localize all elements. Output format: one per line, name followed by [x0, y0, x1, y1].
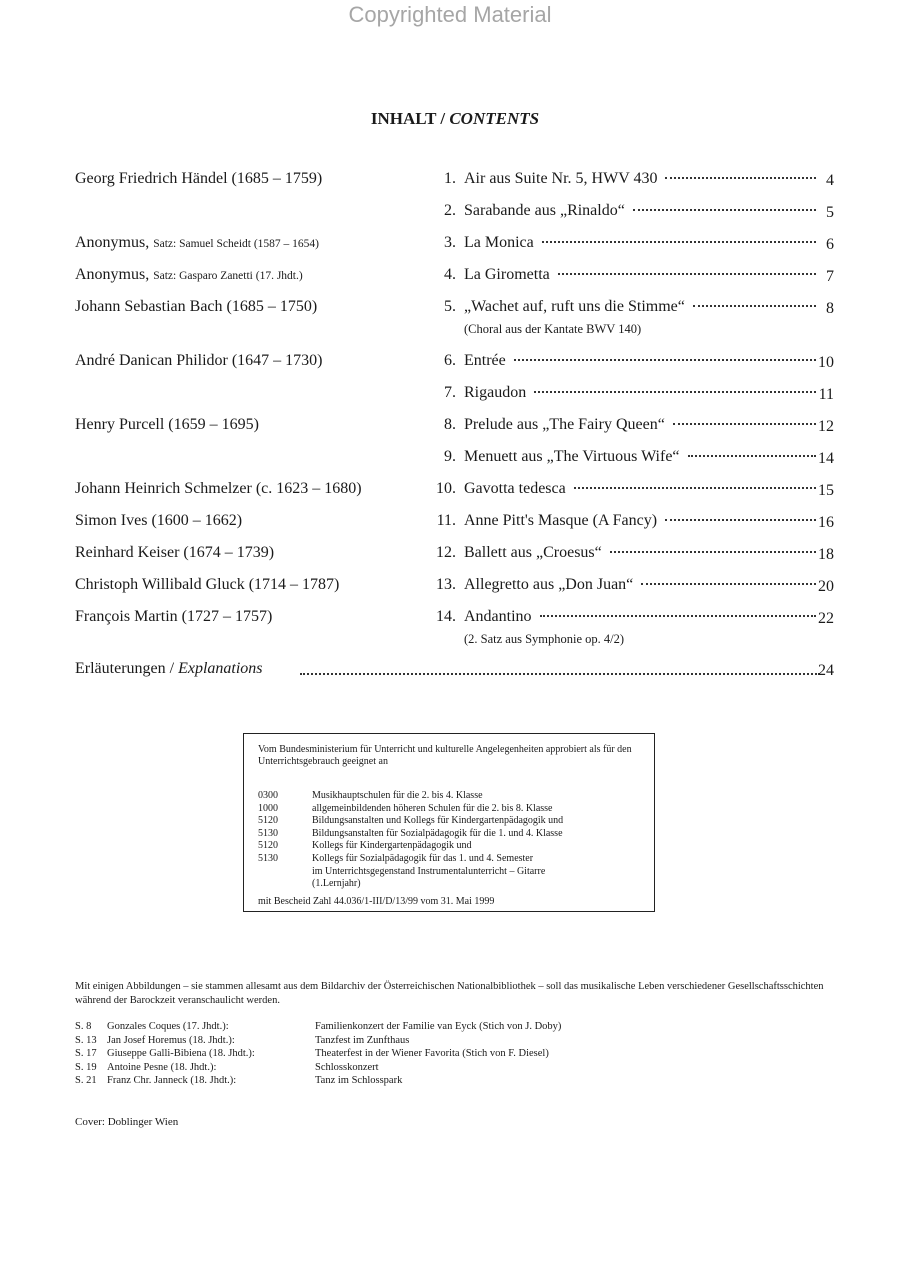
- entry-title: „Wachet auf, ruft uns die Stimme“: [464, 298, 685, 315]
- entry-number: 10.: [436, 480, 456, 497]
- leader-dots: [665, 177, 816, 179]
- school-code: 5120: [258, 815, 278, 827]
- entry-number: 12.: [436, 544, 456, 561]
- composer-name: François Martin (1727 – 1757): [75, 608, 273, 625]
- school-type: Bildungsanstalten und Kollegs für Kindergartenpädagogik und: [312, 815, 564, 827]
- composer-name: Johann Heinrich Schmelzer (c. 1623 – 1680): [75, 480, 362, 497]
- entry-title: Menuett aus „The Virtuous Wife“: [464, 448, 680, 465]
- entry-number: 13.: [436, 576, 456, 593]
- entry-title-line: [464, 234, 820, 252]
- illustration-page: S. 19: [75, 1061, 97, 1073]
- entry-title: Ballett aus „Croesus“: [464, 544, 602, 561]
- leader-dots: [542, 241, 816, 243]
- school-code: 5120: [258, 840, 278, 852]
- illustration-title: Tanz im Schlosspark: [315, 1075, 403, 1086]
- composer-name: Georg Friedrich Händel (1685 – 1759): [75, 170, 323, 187]
- school-type: Kollegs für Sozialpädagogik für das 1. und 4. Semester: [312, 853, 534, 864]
- toc-entry[interactable]: [0, 202, 900, 226]
- entry-subtitle: (2. Satz aus Symphonie op. 4/2): [464, 632, 625, 646]
- composer-name: Johann Sebastian Bach (1685 – 1750): [75, 298, 318, 315]
- illustration-page: S. 13: [75, 1034, 97, 1046]
- entry-number: 3.: [444, 234, 456, 251]
- entry-title: Rigaudon: [464, 384, 527, 401]
- school-type: (1.Lernjahr): [312, 878, 361, 890]
- page-number: 10: [818, 354, 834, 371]
- illustration-artist: Giuseppe Galli-Bibiena (18. Jhdt.):: [107, 1048, 255, 1059]
- entry-title-line: [464, 480, 820, 498]
- illustration-artist: Gonzales Coques (17. Jhdt.):: [107, 1021, 229, 1032]
- school-type: Kollegs für Kindergartenpädagogik und: [312, 840, 472, 852]
- approval-footer: mit Bescheid Zahl 44.036/1-III/D/13/99 vom 31. Mai 1999: [258, 896, 495, 907]
- leader-dots: [641, 583, 816, 585]
- illustration-item: [75, 1062, 695, 1075]
- toc-entry[interactable]: [0, 608, 900, 646]
- entry-title-line: [464, 576, 820, 594]
- watermark: Copyrighted Material: [348, 2, 552, 27]
- page-number: 6: [826, 236, 834, 253]
- approval-row: [258, 853, 648, 866]
- leader-dots: [673, 423, 816, 425]
- toc-entry[interactable]: [0, 298, 900, 336]
- illustration-title: Familienkonzert der Familie van Eyck (Stich von J. Doby): [315, 1021, 562, 1032]
- page-number: 12: [818, 418, 834, 435]
- entry-title: Andantino: [464, 608, 532, 625]
- page-number: 11: [818, 386, 834, 403]
- approval-intro: Vom Bundesministerium für Unterricht und kulturelle Angelegenheiten approbiert als für den Unterrichtsgebrauch geeignet an: [258, 744, 632, 767]
- leader-dots: [665, 519, 816, 521]
- page-number: 20: [818, 578, 834, 595]
- entry-title-line: [464, 266, 820, 284]
- entry-number: 4.: [444, 266, 456, 283]
- entry-number: 8.: [444, 416, 456, 433]
- heading-main: INHALT /: [370, 109, 446, 128]
- illustration-item: [75, 1075, 695, 1088]
- entry-title: Sarabande aus „Rinaldo“: [464, 202, 625, 219]
- leader-dots: [688, 455, 816, 457]
- entry-number: 5.: [444, 298, 456, 315]
- entry-title-line: [464, 384, 820, 402]
- toc-entry[interactable]: [0, 266, 900, 290]
- school-code: 1000: [258, 802, 278, 814]
- illustration-page: S. 17: [75, 1048, 97, 1059]
- composer: [75, 576, 339, 594]
- entry-title: Gavotta tedesca: [464, 480, 566, 497]
- composer: [75, 234, 319, 252]
- leader-dots: [610, 551, 816, 553]
- explanations-italic: Explanations: [178, 660, 263, 677]
- page-number: 8: [826, 300, 834, 317]
- illustration-artist: Antoine Pesne (18. Jhdt.):: [107, 1061, 217, 1073]
- page-number: 14: [818, 450, 834, 467]
- composer-arrangement: Satz: Samuel Scheidt (1587 – 1654): [153, 238, 320, 250]
- illustration-title: Schlosskonzert: [315, 1061, 379, 1073]
- toc-entry[interactable]: [0, 170, 900, 194]
- school-code: 5130: [258, 853, 278, 864]
- school-type: allgemeinbildenden höheren Schulen für die 2. bis 8. Klasse: [312, 802, 553, 814]
- approval-row: [258, 815, 648, 828]
- contents-heading: [0, 109, 900, 129]
- page-number: 18: [818, 546, 834, 563]
- entry-title: Entrée: [464, 352, 506, 369]
- composer: [75, 608, 272, 626]
- illustration-page: S. 8: [75, 1021, 92, 1032]
- entry-title: Air aus Suite Nr. 5, HWV 430: [464, 170, 658, 187]
- school-code: 0300: [258, 790, 278, 801]
- composer: [75, 416, 259, 434]
- illustration-page: S. 21: [75, 1075, 97, 1086]
- toc-entry[interactable]: [0, 234, 900, 258]
- entry-title-line: [464, 202, 820, 220]
- entry-number: 14.: [436, 608, 456, 625]
- illustration-artist: Franz Chr. Janneck (18. Jhdt.):: [107, 1075, 237, 1086]
- approval-row: [258, 790, 648, 803]
- composer-name: Henry Purcell (1659 – 1695): [75, 416, 259, 433]
- page-number: 15: [818, 482, 834, 499]
- entry-subtitle: (Choral aus der Kantate BWV 140): [464, 322, 642, 336]
- school-code: 5130: [258, 827, 278, 839]
- illustration-title: Tanzfest im Zunfthaus: [315, 1034, 410, 1046]
- entry-title-line: [464, 448, 820, 466]
- leader-dots: [633, 209, 816, 211]
- composer-name: André Danican Philidor (1647 – 1730): [75, 352, 323, 369]
- heading-italic: CONTENTS: [449, 109, 540, 128]
- toc-entry[interactable]: [0, 512, 900, 536]
- entry-title-line: [464, 170, 820, 188]
- entry-title: Allegretto aus „Don Juan“: [464, 576, 634, 593]
- illustration-item: [75, 1021, 695, 1034]
- entry-number: 6.: [444, 352, 456, 369]
- leader-dots: [514, 359, 816, 361]
- composer: [75, 266, 303, 284]
- explanations-row[interactable]: [0, 660, 900, 684]
- entry-title-line: [464, 544, 820, 562]
- entry-number: 11.: [436, 512, 456, 529]
- entry-title-line: [464, 512, 820, 530]
- toc-entry[interactable]: [0, 416, 900, 440]
- entry-title: Prelude aus „The Fairy Queen“: [464, 416, 665, 433]
- approval-row: [258, 803, 648, 816]
- composer: [75, 512, 242, 530]
- entry-number: 9.: [444, 448, 456, 465]
- composer-name: Anonymus,: [75, 266, 150, 283]
- composer-name: Christoph Willibald Gluck (1714 – 1787): [75, 576, 340, 593]
- illustration-artist: Jan Josef Horemus (18. Jhdt.):: [107, 1034, 235, 1046]
- page-number: 22: [818, 610, 834, 627]
- illustrations-note: Mit einigen Abbildungen – sie stammen allesamt aus dem Bildarchiv der Österreichischen Nationalbibliothek – soll das musikalische Leben verschiedener Gesellschaftsschichten während der Barockzeit veranschaulicht werden.: [75, 981, 824, 1006]
- leader-dots: [693, 305, 816, 307]
- composer: [75, 170, 322, 188]
- toc-entry[interactable]: [0, 480, 900, 504]
- entry-title: La Girometta: [464, 266, 550, 283]
- composer: [75, 298, 317, 316]
- approval-row: [258, 866, 648, 879]
- leader-dots: [300, 673, 820, 675]
- entry-title-line: [464, 298, 820, 316]
- entry-title-line: [464, 416, 820, 434]
- entry-title-line: [464, 608, 820, 626]
- toc-entry[interactable]: [0, 352, 900, 376]
- page-number: 7: [826, 268, 834, 285]
- toc-entry[interactable]: [0, 544, 900, 568]
- explanations-text: Erläuterungen /: [75, 660, 175, 677]
- entry-title-line: [464, 352, 820, 370]
- cover-credit: Cover: Doblinger Wien: [75, 1116, 179, 1128]
- approval-row: [258, 878, 648, 891]
- page-number: 5: [826, 204, 834, 221]
- entry-number: 1.: [444, 170, 456, 187]
- approval-row: [258, 840, 648, 853]
- composer-arrangement: Satz: Gasparo Zanetti (17. Jhdt.): [153, 270, 303, 282]
- leader-dots: [558, 273, 816, 275]
- composer: [75, 544, 274, 562]
- approval-row: [258, 828, 648, 841]
- toc-entry[interactable]: [0, 384, 900, 408]
- entry-title: La Monica: [464, 234, 534, 251]
- school-type: Bildungsanstalten für Sozialpädagogik für die 1. und 4. Klasse: [312, 827, 563, 839]
- toc-entry[interactable]: [0, 448, 900, 472]
- entry-number: 2.: [444, 202, 456, 219]
- approval-box: [243, 733, 655, 912]
- illustration-item: [75, 1035, 695, 1048]
- illustration-title: Theaterfest in der Wiener Favorita (Stich von F. Diesel): [315, 1048, 549, 1059]
- composer-name: Simon Ives (1600 – 1662): [75, 512, 243, 529]
- toc-entry[interactable]: [0, 576, 900, 600]
- school-type: Musikhauptschulen für die 2. bis 4. Klasse: [312, 790, 483, 801]
- explanations-label: [75, 660, 263, 678]
- composer: [75, 352, 323, 370]
- entry-title: Anne Pitt's Masque (A Fancy): [464, 512, 658, 529]
- school-type: im Unterrichtsgegenstand Instrumentalunterricht – Gitarre: [312, 865, 546, 877]
- illustration-item: [75, 1048, 695, 1061]
- composer-name: Reinhard Keiser (1674 – 1739): [75, 544, 275, 561]
- page-number: 4: [826, 172, 834, 189]
- page-number: 16: [818, 514, 834, 531]
- leader-dots: [534, 391, 816, 393]
- page-number: 24: [818, 662, 834, 679]
- leader-dots: [540, 615, 816, 617]
- leader-dots: [574, 487, 816, 489]
- composer: [75, 480, 362, 498]
- composer-name: Anonymus,: [75, 234, 150, 251]
- entry-number: 7.: [444, 384, 456, 401]
